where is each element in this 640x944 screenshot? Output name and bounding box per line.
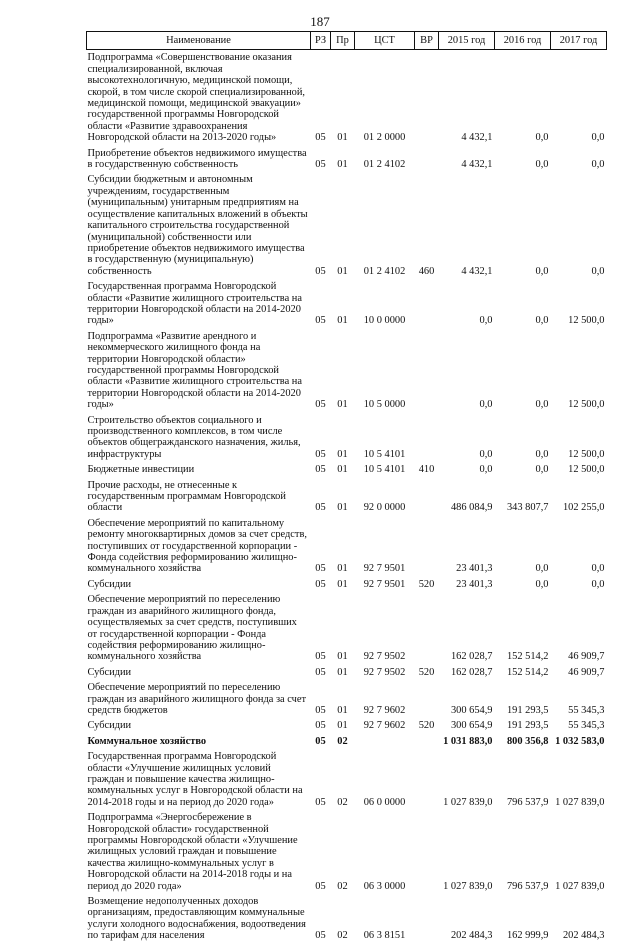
cell-vr [415,810,439,894]
table-row [87,810,607,894]
cell-2015: 162 028,7 [450,666,493,678]
header-rz: РЗ [311,32,331,50]
cell-pr: 02 [337,735,348,747]
cell-2017: 0,0 [591,132,605,144]
table-row [87,592,607,664]
cell-2015: 0,0 [479,315,493,327]
cell-name: Подпрограмма «Энергосбережение в Новгородской области» государственной программы Новгородской области «Улучшение жилищных условий граждан и повышение качества жилищно-коммунальных услуг в Новгородской области на 2014-2018 годы и на период до 2020 года» [87,812,298,892]
cell-2017: 12 500,0 [568,448,605,460]
cell-2017: 0,0 [591,563,605,575]
cell-vr [415,146,439,173]
cell-pr: 01 [337,399,348,411]
cell-cst: 10 5 4101 [363,448,406,460]
cell-rz: 05 [315,132,326,144]
table-row [87,478,607,516]
cell-pr: 01 [337,651,348,663]
table-row [87,665,607,680]
cell-2017: 1 027 839,0 [555,796,605,808]
header-2015: 2015 год [439,32,495,50]
cell-2016: 0,0 [535,132,549,144]
cell-rz: 05 [315,735,326,747]
cell-rz: 05 [315,315,326,327]
table-row [87,329,607,413]
cell-2017: 202 484,3 [562,930,605,942]
cell-2016: 152 514,2 [506,666,549,678]
cell-cst: 06 3 0000 [363,880,406,892]
cell-vr [415,478,439,516]
cell-cst: 01 2 4102 [363,265,406,277]
cell-pr: 01 [337,502,348,514]
cell-pr: 01 [337,315,348,327]
cell-2017: 1 032 583,0 [555,735,605,747]
table-row [87,462,607,477]
cell-cst: 92 7 9501 [363,578,406,590]
cell-pr: 02 [337,930,348,942]
cell-2015: 1 031 883,0 [443,735,493,747]
cell-cst: 01 2 4102 [363,159,406,171]
table-row [87,718,607,733]
page-number: 187 [310,14,330,29]
cell-cst: 92 0 0000 [363,502,406,514]
cell-pr: 01 [337,265,348,277]
cell-pr: 02 [337,796,348,808]
header-2016: 2016 год [495,32,551,50]
cell-rz: 05 [315,502,326,514]
cell-name: Приобретение объектов недвижимого имущества в государственную собственность [87,147,307,171]
table-row [87,894,607,944]
cell-pr: 01 [337,704,348,716]
cell-name: Субсидии [87,720,132,732]
cell-2016: 796 537,9 [506,796,549,808]
cell-name: Обеспечение мероприятий по капитальному ремонту многоквартирных домов за счет средств, поступивших от государственной корпорации - Фонда содействия реформированию жилищно-коммунального хозяйства [87,517,307,575]
cell-vr: 520 [418,720,435,732]
cell-vr [415,592,439,664]
cell-2016: 0,0 [535,159,549,171]
cell-cst: 92 7 9501 [363,563,406,575]
table-header-row [87,32,607,50]
table-row [87,680,607,718]
cell-2015: 0,0 [479,464,493,476]
cell-2015: 300 654,9 [450,720,493,732]
cell-name: Строительство объектов социального и производственного комплексов, в том числе объектов общегражданского назначения, жилья, инфраструктуры [87,414,301,460]
cell-cst: 92 7 9502 [363,651,406,663]
cell-name: Государственная программа Новгородской области «Развитие жилищного строительства на территории Новгородской области на 2014-2020 годы» [87,281,302,327]
cell-2017: 1 027 839,0 [555,880,605,892]
cell-rz: 05 [315,666,326,678]
cell-2015: 486 084,9 [450,502,493,514]
cell-vr: 460 [418,265,435,277]
cell-2015: 0,0 [479,399,493,411]
cell-cst: 10 5 0000 [363,399,406,411]
cell-2015: 1 027 839,0 [443,796,493,808]
cell-name: Субсидии [87,578,132,590]
cell-vr: 520 [418,578,435,590]
cell-rz: 05 [315,399,326,411]
cell-2017: 46 909,7 [568,666,605,678]
header-name: Наименование [87,32,311,50]
cell-name: Возмещение недополученных доходов организациям, предоставляющим коммунальные услуги холодного водоснабжения, водоотведения по тарифам для населения [87,896,306,942]
cell-rz: 05 [315,578,326,590]
cell-cst: 06 0 0000 [363,796,406,808]
cell-2017: 55 345,3 [568,704,605,716]
cell-2015: 4 432,1 [461,159,493,171]
cell-2015: 162 028,7 [450,651,493,663]
header-pr: Пр [331,32,355,50]
cell-2016: 191 293,5 [506,720,549,732]
cell-vr [415,734,439,749]
cell-name: Государственная программа Новгородской области «Улучшение жилищных условий граждан и повышение качества жилищно-коммунальных услуг в Новгородской области на 2014-2018 годы и на период до 2020 года» [87,751,303,808]
cell-cst: 10 0 0000 [363,315,406,327]
table-row [87,146,607,173]
cell-2016: 343 807,7 [506,502,549,514]
cell-name: Субсидии бюджетным и автономным учреждениям, государственным (муниципальным) унитарным предприятиям на осуществление капитальных вложений в объекты капитального строительства государственной (муниципальной) собственности или приобретение объектов недвижимого имущества в государственную (муниципальную) собственность [87,174,308,277]
cell-name: Субсидии [87,666,132,678]
cell-2016: 162 999,9 [506,930,549,942]
cell-2017: 0,0 [591,265,605,277]
cell-cst: 92 7 9602 [363,704,406,716]
budget-table [86,31,607,944]
cell-2017: 12 500,0 [568,315,605,327]
cell-rz: 05 [315,448,326,460]
table-row [87,50,607,146]
table-row [87,734,607,749]
cell-vr: 410 [418,464,435,476]
cell-2015: 23 401,3 [456,578,493,590]
cell-2017: 55 345,3 [568,720,605,732]
cell-vr [415,680,439,718]
cell-vr [415,413,439,463]
table-row [87,749,607,810]
cell-2017: 12 500,0 [568,399,605,411]
cell-2016: 0,0 [535,448,549,460]
cell-name: Коммунальное хозяйство [87,735,207,747]
header-cst: ЦСТ [355,32,415,50]
cell-cst: 92 7 9502 [363,666,406,678]
cell-rz: 05 [315,880,326,892]
cell-rz: 05 [315,796,326,808]
table-row [87,279,607,329]
cell-pr: 01 [337,666,348,678]
cell-rz: 05 [315,159,326,171]
cell-2015: 202 484,3 [450,930,493,942]
cell-rz: 05 [315,720,326,732]
cell-2016: 191 293,5 [506,704,549,716]
cell-2015: 23 401,3 [456,563,493,575]
table-row [87,172,607,279]
cell-name: Обеспечение мероприятий по переселению граждан из аварийного жилищного фонда, осуществляемых за счет средств, поступивших от государственной корпорации - Фонда содействия реформированию жилищно-коммунального хозяйства [87,594,297,663]
cell-cst: 01 2 0000 [363,132,406,144]
cell-vr: 520 [418,666,435,678]
cell-2017: 46 909,7 [568,651,605,663]
cell-rz: 05 [315,265,326,277]
cell-2016: 0,0 [535,578,549,590]
cell-vr [415,279,439,329]
cell-rz: 05 [315,464,326,476]
cell-2016: 0,0 [535,315,549,327]
cell-2015: 1 027 839,0 [443,880,493,892]
cell-rz: 05 [315,651,326,663]
cell-2017: 102 255,0 [562,502,605,514]
cell-2017: 12 500,0 [568,464,605,476]
cell-2016: 0,0 [535,399,549,411]
header-2017: 2017 год [551,32,607,50]
table-row [87,413,607,463]
cell-2016: 0,0 [535,563,549,575]
cell-name: Подпрограмма «Развитие арендного и некоммерческого жилищного фонда на территории Новгородской области» государственной программы Новгородской области «Развитие жилищного строительства на территории Новгородской области на 2014-2020 годы» [87,330,302,411]
cell-2017: 0,0 [591,578,605,590]
cell-2016: 0,0 [535,464,549,476]
cell-2015: 4 432,1 [461,132,493,144]
cell-vr [415,749,439,810]
cell-rz: 05 [315,704,326,716]
cell-pr: 01 [337,132,348,144]
cell-pr: 01 [337,448,348,460]
header-vr: ВР [415,32,439,50]
cell-cst: 06 3 8151 [363,930,406,942]
cell-vr [415,516,439,577]
cell-vr [415,329,439,413]
cell-pr: 01 [337,159,348,171]
cell-vr [415,50,439,146]
cell-2016: 800 356,8 [506,735,549,747]
cell-name: Обеспечение мероприятий по переселению граждан из аварийного жилищного фонда за счет средств бюджетов [87,682,307,716]
cell-2016: 152 514,2 [506,651,549,663]
table-row [87,516,607,577]
cell-2015: 4 432,1 [461,265,493,277]
cell-2016: 0,0 [535,265,549,277]
cell-pr: 01 [337,563,348,575]
cell-pr: 01 [337,720,348,732]
cell-pr: 01 [337,578,348,590]
table-row [87,577,607,592]
cell-pr: 02 [337,880,348,892]
cell-2015: 300 654,9 [450,704,493,716]
cell-name: Подпрограмма «Совершенствование оказания специализированной, включая высокотехнологичную, медицинской помощи, скорой, в том числе скорой специализированной, медицинской помощи, медицинской эвакуации» государственной программы Новгородской области «Развитие здравоохранения Новгородской области на 2013-2020 годы» [87,52,305,144]
cell-cst [355,734,415,749]
cell-2017: 0,0 [591,159,605,171]
table-body [87,50,607,944]
cell-cst: 10 5 4101 [363,464,406,476]
cell-rz: 05 [315,930,326,942]
cell-2016: 796 537,9 [506,880,549,892]
cell-rz: 05 [315,563,326,575]
cell-cst: 92 7 9602 [363,720,406,732]
cell-name: Бюджетные инвестиции [87,464,195,476]
cell-pr: 01 [337,464,348,476]
cell-name: Прочие расходы, не отнесенные к государственным программам Новгородской области [87,479,286,514]
cell-2015: 0,0 [479,448,493,460]
cell-vr [415,894,439,944]
